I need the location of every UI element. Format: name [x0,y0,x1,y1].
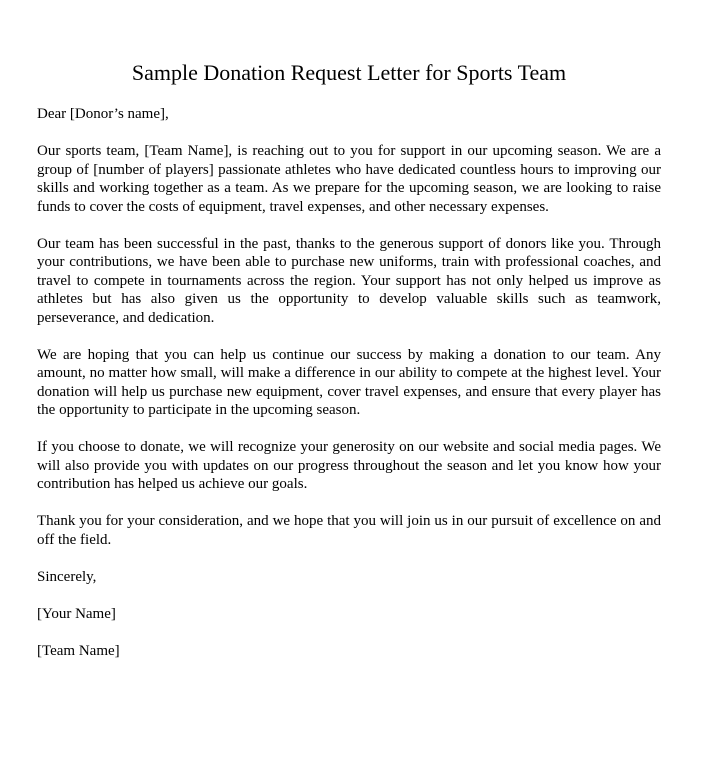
signature-name: [Your Name] [37,605,116,622]
salutation: Dear [Donor’s name], [37,106,169,122]
paragraph-past-success: Our team has been successful in the past, thanks to the generous support of donors like you. Through your contributions, we have been able to purchase new uniforms, train with professional coaches, and travel to compete in tournaments across the region. Your support has not only helped us improve as athletes but has also given us the opportunity to develop valuable skills such as teamwork, perseverance, and dedication. [37,235,661,326]
letter-title: Sample Donation Request Letter for Sports Team [131,60,567,85]
paragraph-intro: Our sports team, [Team Name], is reaching out to you for support in our upcoming season. We are a group of [number of players] passionate athletes who have dedicated countless hours to improving our skills and working together as a team. As we prepare for the upcoming season, we are looking to raise funds to cover the costs of equipment, travel expenses, and other necessary expenses. [37,143,661,215]
paragraph-thanks: Thank you for your consideration, and we hope that you will join us in our pursuit of excellence on and off the field. [37,513,661,548]
closing: Sincerely, [37,568,97,585]
paragraph-request: We are hoping that you can help us continue our success by making a donation to our team. Any amount, no matter how small, will make a difference in our ability to compete at the highest level. Your donation will help us purchase new equipment, cover travel expenses, and ensure that every player has the opportunity to participate in the upcoming season. [37,346,661,418]
paragraph-recognition: If you choose to donate, we will recognize your generosity on our website and social media pages. We will also provide you with updates on our progress throughout the season and let you know how your contribution has helped us achieve our goals. [37,439,661,492]
letter-page [37,58,661,679]
signature-team: [Team Name] [37,642,120,659]
